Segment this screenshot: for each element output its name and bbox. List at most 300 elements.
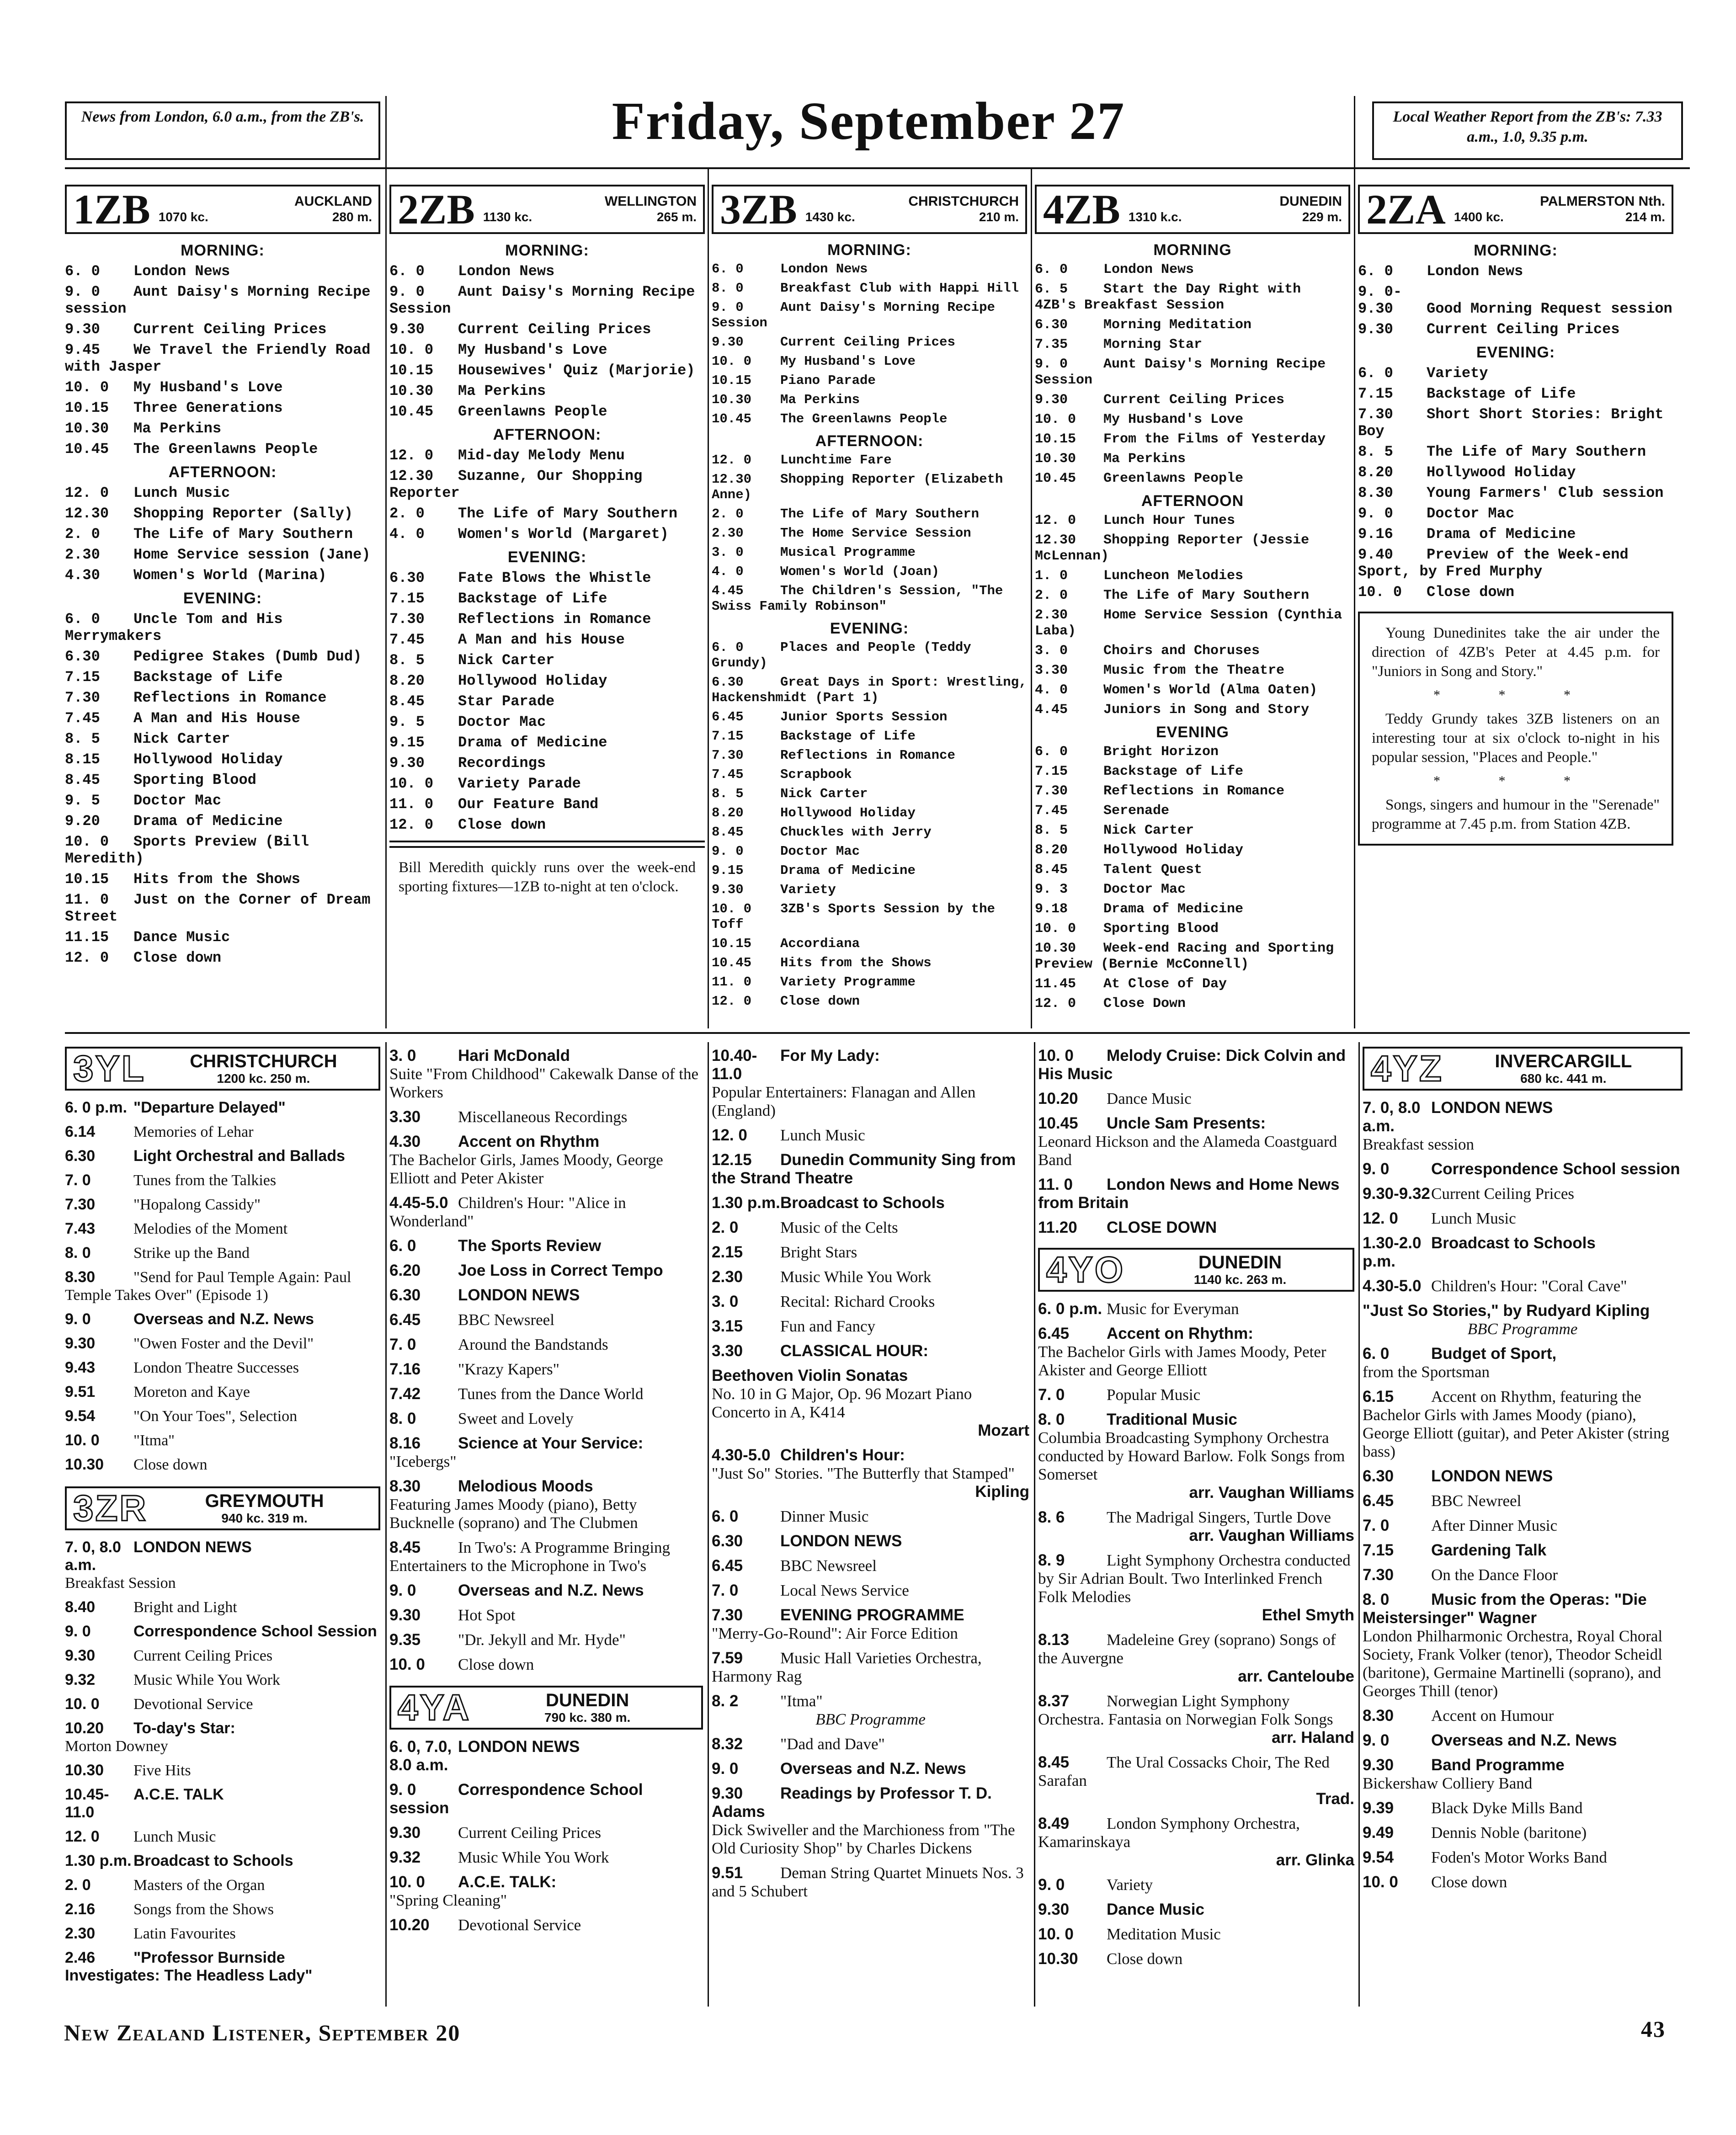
promo-note: Teddy Grundy takes 3ZB listeners on an interesting tour at six o'clock to-night in his popular session, "Places and People." — [1372, 711, 1660, 766]
lower-column-2 — [389, 1047, 703, 1941]
programme-time: 12. 0 — [65, 949, 109, 966]
programme-time: 6. 0 — [65, 263, 100, 280]
station-wavelength: 214 m. — [1625, 210, 1665, 224]
programme-time: 4.45-5.0 — [389, 1194, 448, 1212]
programme-time: 4.30-5.0 — [712, 1446, 771, 1464]
programme-item — [389, 1410, 703, 1428]
programme-credit: BBC Programme — [815, 1710, 926, 1728]
programme-item — [389, 693, 705, 710]
programme-title: The Greenlawns People — [780, 411, 948, 426]
programme-item — [65, 1598, 380, 1616]
programme-title: Drama of Medicine — [1103, 901, 1244, 917]
station-meta — [483, 194, 697, 225]
programme-item — [712, 1268, 1029, 1286]
programme-time: 9.15 — [389, 734, 425, 751]
programme-detail: The Bachelor Girls with James Moody, Peter Akister and George Elliott — [1038, 1343, 1326, 1379]
programme-detail: Children's Hour: "Alice in Wonderland" — [389, 1194, 626, 1230]
programme-time: 8. 6 — [1038, 1508, 1065, 1526]
programme-title: Ma Perkins — [780, 392, 860, 407]
programme-detail: Music Hall Varieties Orchestra, Harmony Rag — [712, 1649, 982, 1685]
programme-item — [389, 796, 705, 813]
programme-title: From the Films of Yesterday — [1103, 431, 1326, 447]
programme-time: 9.30 — [65, 1335, 96, 1352]
programme-time: 6. 0 — [65, 611, 100, 628]
programme-item — [389, 1336, 703, 1354]
programme-detail: Bright Stars — [780, 1243, 857, 1261]
programme-time: 10. 0 — [389, 341, 434, 358]
programme-item — [712, 901, 1027, 932]
programme-time: 4. 0 — [712, 564, 744, 579]
programme-detail: Close down — [133, 1456, 208, 1473]
programme-item — [712, 1243, 1029, 1262]
programme-item — [65, 648, 380, 665]
programme-detail: Dick Swiveller and the Marchioness from "The Old Curiosity Shop" by Charles Dickens — [712, 1821, 1015, 1857]
programme-title: Aunt Daisy's Morning Recipe Session — [389, 283, 695, 317]
programme-time: 7.30 — [389, 611, 425, 628]
programme-detail: Local News Service — [780, 1581, 909, 1599]
programme-title: My Husband's Love — [458, 341, 607, 358]
programme-item — [1038, 1411, 1354, 1502]
programme-title: Backstage of Life — [1103, 764, 1244, 779]
programme-time: 6. 0 — [1363, 1345, 1390, 1363]
programme-detail: "Krazy Kapers" — [458, 1360, 559, 1378]
programme-detail: "Dr. Jekyll and Mr. Hyde" — [458, 1631, 626, 1649]
programme-detail: Devotional Service — [133, 1696, 253, 1713]
programme-detail: Light Symphony Orchestra conducted by Sir Adrian Boult. Two Interlinked French Folk Melodies — [1038, 1551, 1351, 1606]
programme-item — [1358, 505, 1673, 522]
programme-composer: arr. Vaughan Williams — [1189, 1527, 1354, 1544]
programme-heading: Beethoven Violin Sonatas — [712, 1367, 908, 1384]
programme-item — [65, 891, 380, 925]
programme-item — [1363, 1209, 1683, 1228]
programme-detail: Songs from the Shows — [133, 1901, 274, 1918]
programme-item — [1035, 941, 1350, 973]
station-meta — [159, 194, 372, 225]
programme-item — [65, 1171, 380, 1189]
programme-item — [389, 1539, 703, 1575]
programme-detail: Breakfast Session — [65, 1575, 176, 1592]
programme-title: Close down — [780, 994, 860, 1009]
programme-title: Home Service session (Jane) — [133, 546, 371, 563]
programme-item — [65, 730, 380, 747]
programme-time: 10.15 — [712, 373, 752, 388]
programme-time: 4.45 — [712, 583, 744, 598]
programme-title: Women's World (Joan) — [780, 564, 940, 579]
programme-time: 12. 0 — [389, 816, 434, 833]
programme-item — [1038, 1815, 1354, 1869]
programme-item — [65, 441, 380, 458]
programme-item — [65, 1310, 380, 1328]
programme-detail: Morton Downey — [65, 1738, 168, 1755]
programme-credit: BBC Programme — [1467, 1320, 1578, 1338]
programme-detail: Lunch Music — [780, 1126, 865, 1144]
page-number: 43 — [1641, 2016, 1666, 2042]
station-frequency — [1129, 209, 1342, 225]
programme-heading: CLOSE DOWN — [1107, 1219, 1217, 1236]
programme-item — [65, 1383, 380, 1401]
programme-detail: The Madrigal Singers, Turtle Dove — [1107, 1508, 1331, 1526]
programme-item — [712, 1735, 1029, 1753]
station-frequency — [483, 209, 697, 225]
programme-detail: "Itma" — [133, 1432, 175, 1449]
section-heading: MORNING: — [1474, 242, 1558, 259]
separator-stars: * * * — [1433, 773, 1598, 788]
programme-time: 9.30 — [712, 1784, 743, 1802]
programme-time: 9.30 — [389, 1824, 421, 1842]
programme-title: Backstage of Life — [458, 590, 607, 607]
programme-time: 9.51 — [65, 1383, 96, 1400]
programme-time: 2. 0 — [65, 526, 100, 543]
programme-title: A Man and His House — [133, 710, 300, 727]
programme-item — [65, 1786, 380, 1821]
programme-heading: Gardening Talk — [1431, 1541, 1547, 1559]
programme-item — [1035, 412, 1350, 428]
programme-title: Nick Carter — [133, 730, 230, 747]
programme-title: Just on the Corner of Dream Street — [65, 891, 371, 925]
programme-item — [712, 675, 1027, 706]
programme-detail: "Owen Foster and the Devil" — [133, 1335, 314, 1352]
programme-detail: BBC Newsreel — [458, 1311, 554, 1329]
column-rule — [708, 167, 709, 1028]
programme-title: Accordiana — [780, 936, 860, 951]
programme-title: Reflections in Romance — [1103, 783, 1285, 799]
programme-time: 10. 0 — [65, 833, 109, 850]
programme-item — [1363, 1277, 1683, 1295]
programme-time: 9.35 — [389, 1631, 421, 1649]
programme-item — [65, 1720, 380, 1755]
station-kc: 1430 kc. — [805, 210, 855, 224]
programme-detail: Current Ceiling Prices — [1431, 1185, 1575, 1203]
programme-detail: "Send for Paul Temple Again: Paul Temple Takes Over" (Episode 1) — [65, 1269, 351, 1304]
programme-time: 10. 0 — [389, 1873, 425, 1891]
programme-item — [65, 1647, 380, 1665]
programme-time: 7.30 — [1363, 1566, 1394, 1584]
programme-heading: Overseas and N.Z. News — [780, 1760, 966, 1778]
programme-time: 1.30 p.m. — [65, 1852, 132, 1869]
programme-time: 2.46 — [65, 1949, 96, 1966]
programme-item — [65, 1671, 380, 1689]
programme-time: 10.20 — [1038, 1090, 1078, 1107]
programme-item — [1035, 471, 1350, 487]
programme-time: 10.45 — [1038, 1114, 1078, 1132]
programme-item — [65, 1407, 380, 1425]
section-heading: MORNING: — [181, 242, 265, 259]
programme-composer: arr. Vaughan Williams — [1189, 1484, 1354, 1501]
programme-detail: "Hopalong Cassidy" — [133, 1196, 261, 1213]
programme-item — [389, 341, 705, 358]
programme-title: Serenade — [1103, 803, 1170, 819]
station-city: AUCKLAND — [294, 194, 372, 209]
column-rule — [1034, 1042, 1035, 2007]
programme-title: The Home Service Session — [780, 526, 971, 541]
programme-time: 12.30 — [65, 505, 109, 522]
programme-item — [389, 403, 705, 420]
programme-detail: Miscellaneous Recordings — [458, 1108, 628, 1126]
programme-time: 8.20 — [1358, 464, 1393, 481]
station-meta — [1454, 194, 1665, 225]
programme-item — [712, 1649, 1029, 1686]
station-call-sign: 4ZB — [1043, 186, 1120, 233]
station-call-sign: 4YZ — [1371, 1048, 1443, 1089]
station-call-sign: 2ZB — [398, 186, 475, 233]
programme-item — [65, 1539, 380, 1592]
programme-title: Places and People (Teddy Grundy) — [712, 640, 971, 671]
lower-column-1 — [65, 1047, 380, 1991]
column-rule — [1354, 96, 1355, 1028]
section-heading: MORNING — [1153, 241, 1232, 259]
programme-time: 8. 0 — [712, 281, 744, 296]
programme-item — [1363, 1185, 1683, 1203]
station-call-sign: 4YO — [1046, 1249, 1125, 1290]
programme-time: 7.43 — [65, 1220, 96, 1237]
programme-item — [1363, 1566, 1683, 1584]
programme-item — [712, 526, 1027, 541]
programme-heading: Overseas and N.Z. News — [133, 1310, 314, 1328]
programme-time: 8. 2 — [712, 1692, 739, 1710]
station-column-1zb — [65, 185, 380, 970]
programme-time: 10.20 — [389, 1916, 430, 1934]
programme-detail: After Dinner Music — [1431, 1517, 1558, 1534]
station-header — [1035, 185, 1350, 234]
programme-item — [389, 816, 705, 833]
programme-item — [712, 281, 1027, 296]
programme-time: 7. 0 — [389, 1336, 416, 1353]
programme-time: 8.13 — [1038, 1631, 1070, 1649]
top-rule — [65, 167, 1690, 169]
programme-time: 11. 0 — [65, 891, 109, 908]
programme-time: 2. 0 — [712, 1219, 739, 1236]
programme-item — [65, 567, 380, 584]
programme-item — [712, 1342, 1029, 1360]
programme-item — [712, 640, 1027, 671]
programme-item — [1363, 1707, 1683, 1725]
spacer — [389, 1680, 703, 1686]
programme-title: Three Generations — [133, 399, 283, 416]
programme-title: Hollywood Holiday — [1427, 464, 1576, 481]
programme-time: 6.30 — [712, 1532, 743, 1550]
programme-time: 9.30 — [65, 321, 100, 338]
programme-item — [1038, 1508, 1354, 1545]
programme-title: Our Feature Band — [458, 796, 599, 813]
programme-item — [1038, 1925, 1354, 1943]
programme-time: 10.15 — [1035, 431, 1076, 447]
programme-detail: On the Dance Floor — [1431, 1566, 1558, 1584]
programme-time: 7.45 — [712, 767, 744, 782]
programme-item — [712, 261, 1027, 277]
programme-item — [1035, 262, 1350, 278]
programme-time: 6. 0 — [1035, 262, 1068, 277]
programme-item — [1038, 1901, 1354, 1919]
programme-item — [712, 300, 1027, 331]
programme-time: 2. 0 — [389, 505, 425, 522]
programme-title: Choirs and Choruses — [1103, 643, 1260, 659]
programme-time: 4.30-5.0 — [1363, 1277, 1422, 1295]
programme-detail: Suite "From Childhood" Cakewalk Danse of the Workers — [389, 1065, 698, 1101]
programme-time: 3. 0 — [389, 1047, 416, 1065]
programme-time: 6. 0 p.m. — [65, 1099, 128, 1116]
section-heading: AFTERNOON — [1141, 492, 1244, 510]
programme-time: 9. 0 — [389, 283, 425, 300]
programme-item — [1363, 1799, 1683, 1817]
programme-detail: Columbia Broadcasting Symphony Orchestra conducted by Howard Barlow. Folk Songs from Somerset — [1038, 1429, 1345, 1483]
programme-time: 4.30 — [389, 1133, 421, 1150]
programme-item — [1363, 1467, 1683, 1485]
programme-item — [389, 1194, 703, 1230]
section-heading: EVENING: — [183, 590, 262, 607]
programme-time: 9.54 — [65, 1407, 96, 1425]
programme-heading: Dunedin Community Sing from the Strand Theatre — [712, 1151, 1016, 1187]
station-frequency: 1200 kc. 250 m. — [217, 1071, 310, 1086]
programme-detail: Music While You Work — [133, 1672, 280, 1688]
programme-detail: Children's Hour: "Coral Cave" — [1431, 1277, 1627, 1295]
programme-time: 12. 0 — [712, 994, 752, 1009]
programme-item — [1363, 1824, 1683, 1842]
programme-time: 3.15 — [712, 1317, 743, 1335]
programme-time: 8. 5 — [1035, 823, 1068, 838]
programme-time: 7.45 — [389, 631, 425, 648]
programme-item — [65, 751, 380, 768]
programme-item — [712, 1151, 1029, 1187]
section-heading: AFTERNOON: — [493, 426, 602, 443]
station-column-4zb — [1035, 185, 1350, 1016]
programme-title: London News — [133, 263, 230, 280]
section-heading: AFTERNOON: — [815, 432, 924, 450]
programme-title: Star Parade — [458, 693, 555, 710]
programme-time: 8.16 — [389, 1434, 421, 1452]
programme-heading: Melody Cruise: Dick Colvin and His Music — [1038, 1047, 1346, 1083]
programme-item — [1035, 702, 1350, 718]
programme-item — [712, 882, 1027, 898]
programme-title: We Travel the Friendly Road with Jasper — [65, 341, 371, 375]
programme-time: 6. 0 — [1358, 365, 1393, 382]
programme-time: 9. 0 — [1363, 1160, 1390, 1178]
programme-detail: Popular Entertainers: Flanagan and Allen (England) — [712, 1083, 976, 1119]
programme-item — [1363, 1591, 1683, 1700]
programme-title: Hits from the Shows — [780, 955, 932, 970]
programme-time: 4. 0 — [1035, 682, 1068, 698]
programme-title: Variety Programme — [780, 974, 916, 990]
programme-item — [389, 1781, 703, 1817]
programme-time: 9.51 — [712, 1864, 743, 1882]
programme-heading: Overseas and N.Z. News — [458, 1581, 644, 1599]
programme-time: 8. 5 — [65, 730, 100, 747]
programme-time: 10.15 — [712, 936, 752, 951]
programme-heading: Hari McDonald — [458, 1047, 570, 1065]
programme-time: 6.30 — [389, 570, 425, 586]
programme-detail: "On Your Toes", Selection — [133, 1408, 298, 1425]
programme-time: 12. 0 — [712, 1126, 747, 1144]
programme-heading: A.C.E. TALK: — [458, 1873, 557, 1891]
programme-item — [1035, 643, 1350, 659]
programme-item — [389, 1262, 703, 1280]
programme-heading: Broadcast to Schools — [780, 1194, 945, 1212]
programme-time: 10. 0 — [712, 354, 752, 369]
programme-time: 9.30 — [1038, 1901, 1070, 1918]
programme-item — [712, 1047, 1029, 1120]
programme-item — [65, 321, 380, 338]
programme-item — [1358, 385, 1673, 402]
programme-time: 3.30 — [1035, 663, 1068, 678]
programme-time: 8. 0 — [1363, 1591, 1390, 1608]
programme-time: 10.15 — [389, 362, 434, 379]
programme-item — [1038, 1090, 1354, 1108]
programme-time: 8.30 — [1358, 485, 1393, 501]
programme-heading: Band Programme — [1431, 1756, 1565, 1774]
programme-time: 7.30 — [1035, 783, 1068, 799]
programme-item — [712, 1507, 1029, 1526]
programme-detail: Music for Everyman — [1107, 1300, 1239, 1318]
programme-time: 7.30 — [65, 1196, 96, 1213]
programme-item — [1363, 1160, 1683, 1178]
programme-item — [65, 1623, 380, 1640]
programme-title: London News — [1103, 262, 1194, 277]
programme-title: Hits from the Shows — [133, 871, 300, 888]
programme-item — [65, 1852, 380, 1870]
programme-time: 6.45 — [1038, 1325, 1070, 1342]
programme-title: Morning Star — [1103, 337, 1203, 352]
station-call-sign: 1ZB — [73, 186, 150, 233]
programme-time: 2.30 — [65, 546, 100, 563]
programme-detail: Masters of the Organ — [133, 1877, 265, 1894]
programme-time: 12.15 — [712, 1151, 752, 1169]
programme-time: 10. 0 — [712, 901, 752, 916]
programme-heading: Light Orchestral and Ballads — [133, 1147, 345, 1165]
programme-title: Junior Sports Session — [780, 709, 948, 724]
station-meta — [1134, 1252, 1346, 1287]
programme-detail: In Two's: A Programme Bringing Entertainers to the Microphone in Two's — [389, 1539, 671, 1575]
programme-item — [1363, 1388, 1683, 1461]
programme-time: 10.45 — [712, 955, 752, 970]
programme-title: Variety — [780, 882, 836, 897]
programme-item — [65, 710, 380, 727]
programme-item — [1035, 451, 1350, 467]
programme-detail: BBC Newsreel — [780, 1557, 877, 1575]
programme-composer: Mozart — [978, 1422, 1029, 1439]
programme-time: 7.45 — [65, 710, 100, 727]
station-kc: 1310 k.c. — [1128, 210, 1182, 224]
programme-time: 9. 5 — [389, 713, 425, 730]
programme-time: 7. 0 — [1363, 1517, 1390, 1534]
programme-item — [65, 485, 380, 501]
programme-title: Short Short Stories: Bright Boy — [1358, 406, 1664, 440]
programme-time: 9. 0 — [712, 300, 744, 315]
programme-time: 8. 0 — [1038, 1411, 1065, 1428]
programme-time: 7.59 — [712, 1649, 743, 1667]
programme-title: Piano Parade — [780, 373, 876, 388]
programme-time: 9.39 — [1363, 1799, 1394, 1817]
programme-item — [389, 1738, 703, 1774]
station-wavelength: 280 m. — [332, 210, 372, 224]
programme-time: 10. 0 — [1358, 584, 1402, 601]
programme-heading: Budget of Sport, — [1431, 1345, 1557, 1363]
programme-title: Lunch Music — [133, 485, 230, 501]
programme-time: 6. 0, 7.0, 8.0 a.m. — [389, 1738, 452, 1774]
programme-time: 10.30 — [712, 392, 752, 407]
programme-item — [389, 570, 705, 586]
programme-time: 10.15 — [65, 871, 109, 888]
programme-title: The Life of Mary Southern — [780, 506, 980, 522]
programme-title: London News — [458, 263, 555, 280]
programme-heading: "Professor Burnside Investigates: The Headless Lady" — [65, 1949, 313, 1984]
programme-item — [712, 825, 1027, 840]
programme-item — [1035, 996, 1350, 1012]
promo-note: Bill Meredith quickly runs over the week-end sporting fixtures—1ZB to-night at ten o'clock. — [399, 859, 696, 895]
programme-time: 10. 0 — [389, 775, 434, 792]
programme-heading: LONDON NEWS — [458, 1286, 580, 1304]
programme-detail: Hot Spot — [458, 1606, 516, 1624]
programme-time: 7.15 — [1363, 1541, 1394, 1559]
programme-item — [712, 974, 1027, 990]
